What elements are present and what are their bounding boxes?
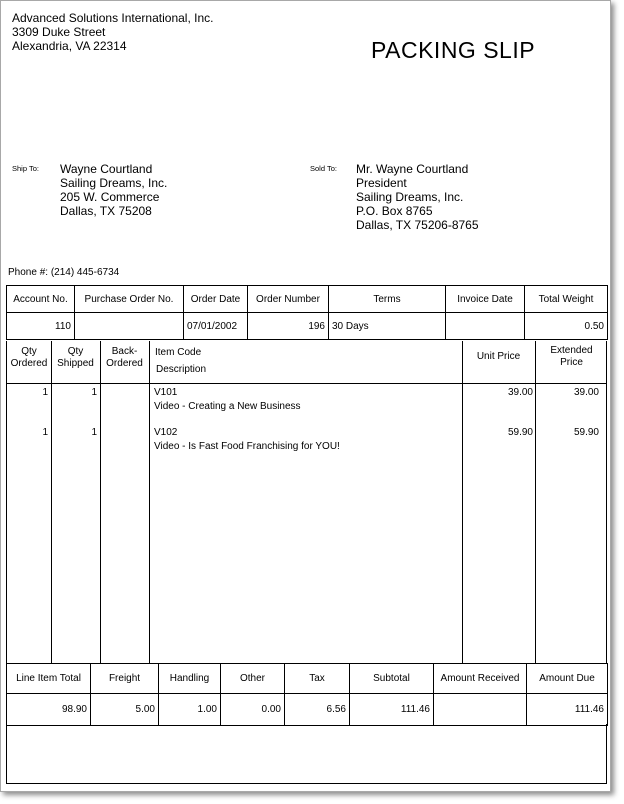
totals-table — [6, 663, 608, 726]
column-divider — [149, 341, 150, 663]
extended-price-header-line: Extended — [550, 345, 593, 356]
qty-shipped-header — [51, 346, 100, 370]
order-header-table — [6, 285, 608, 340]
ship-to-address — [60, 162, 167, 218]
order-number-header: Order Number — [248, 286, 329, 313]
item-code: V101 — [154, 387, 178, 398]
company-address — [12, 11, 213, 53]
other-header: Other — [221, 664, 285, 694]
line-item-total-header: Line Item Total — [7, 664, 91, 694]
column-divider — [100, 341, 101, 663]
order-date-value: 07/01/2002 — [184, 313, 248, 340]
order-header-labels — [7, 286, 608, 313]
item-extended-price: 39.00 — [573, 387, 599, 398]
item-qty-ordered: 1 — [42, 387, 48, 398]
ship-to-line: 205 W. Commerce — [60, 190, 160, 204]
qty-ordered-header-line: Qty — [21, 346, 37, 357]
total-weight-value: 0.50 — [525, 313, 608, 340]
ship-to-line: Wayne Courtland — [60, 162, 153, 176]
phone-number: Phone #: (214) 445-6734 — [8, 267, 120, 278]
handling-header: Handling — [159, 664, 221, 694]
qty-ordered-header — [7, 346, 51, 370]
company-city: Alexandria, VA 22314 — [12, 39, 127, 53]
item-extended-price: 59.90 — [573, 427, 599, 438]
item-qty-ordered: 1 — [42, 427, 48, 438]
terms-value: 30 Days — [329, 313, 446, 340]
total-weight-header: Total Weight — [525, 286, 608, 313]
terms-header: Terms — [329, 286, 446, 313]
invoice-date-header: Invoice Date — [446, 286, 525, 313]
totals-labels — [7, 664, 608, 694]
ship-to-label: Ship To: — [12, 164, 39, 173]
item-description: Video - Creating a New Business — [154, 401, 301, 412]
account-no-value: 110 — [7, 313, 75, 340]
sold-to-label: Sold To: — [310, 164, 337, 173]
company-name: Advanced Solutions International, Inc. — [12, 11, 214, 25]
purchase-order-header: Purchase Order No. — [75, 286, 184, 313]
extended-price-header-line: Price — [560, 357, 583, 368]
back-ordered-header — [100, 346, 149, 370]
sold-to-line: Dallas, TX 75206-8765 — [356, 218, 479, 232]
line-item-total-value: 98.90 — [7, 694, 91, 726]
company-street: 3309 Duke Street — [12, 25, 106, 39]
amount-due-header: Amount Due — [527, 664, 608, 694]
ship-to-line: Dallas, TX 75208 — [60, 204, 152, 218]
back-ordered-header-line: Ordered — [106, 358, 143, 369]
other-value: 0.00 — [221, 694, 285, 726]
qty-ordered-header-line: Ordered — [10, 358, 48, 369]
unit-price-header: Unit Price — [476, 351, 521, 362]
tax-header: Tax — [285, 664, 350, 694]
item-code: V102 — [154, 427, 178, 438]
item-code-header: Item Code — [155, 347, 202, 358]
item-unit-price: 39.00 — [507, 387, 533, 398]
qty-shipped-header-line: Qty — [67, 346, 84, 357]
footer-box — [6, 724, 607, 784]
invoice-date-value — [446, 313, 525, 340]
purchase-order-value — [75, 313, 184, 340]
item-unit-price: 59.90 — [507, 427, 533, 438]
item-description: Video - Is Fast Food Franchising for YOU! — [154, 441, 340, 452]
amount-due-value: 111.46 — [527, 694, 608, 726]
freight-value: 5.00 — [91, 694, 159, 726]
description-header: Description — [156, 364, 207, 375]
sold-to-line: President — [356, 176, 407, 190]
amount-received-header: Amount Received — [434, 664, 527, 694]
account-no-header: Account No. — [7, 286, 75, 313]
ship-to-line: Sailing Dreams, Inc. — [60, 176, 168, 190]
order-header-values — [7, 313, 608, 340]
handling-value: 1.00 — [159, 694, 221, 726]
sold-to-line: P.O. Box 8765 — [356, 204, 433, 218]
freight-header: Freight — [91, 664, 159, 694]
amount-received-value — [434, 694, 527, 726]
subtotal-header: Subtotal — [350, 664, 434, 694]
totals-values — [7, 694, 608, 726]
sold-to-line: Mr. Wayne Courtland — [356, 162, 469, 176]
tax-value: 6.56 — [285, 694, 350, 726]
item-qty-shipped: 1 — [91, 387, 97, 398]
extended-price-header — [535, 345, 608, 369]
subtotal-value: 111.46 — [350, 694, 434, 726]
sold-to-line: Sailing Dreams, Inc. — [356, 190, 464, 204]
order-date-header: Order Date — [184, 286, 248, 313]
qty-shipped-header-line: Shipped — [57, 358, 94, 369]
sold-to-address — [356, 162, 479, 232]
line-items-section — [6, 341, 607, 664]
order-number-value: 196 — [248, 313, 329, 340]
document-title: PACKING SLIP — [371, 37, 536, 63]
back-ordered-header-line: Back- — [111, 346, 138, 357]
item-qty-shipped: 1 — [91, 427, 97, 438]
